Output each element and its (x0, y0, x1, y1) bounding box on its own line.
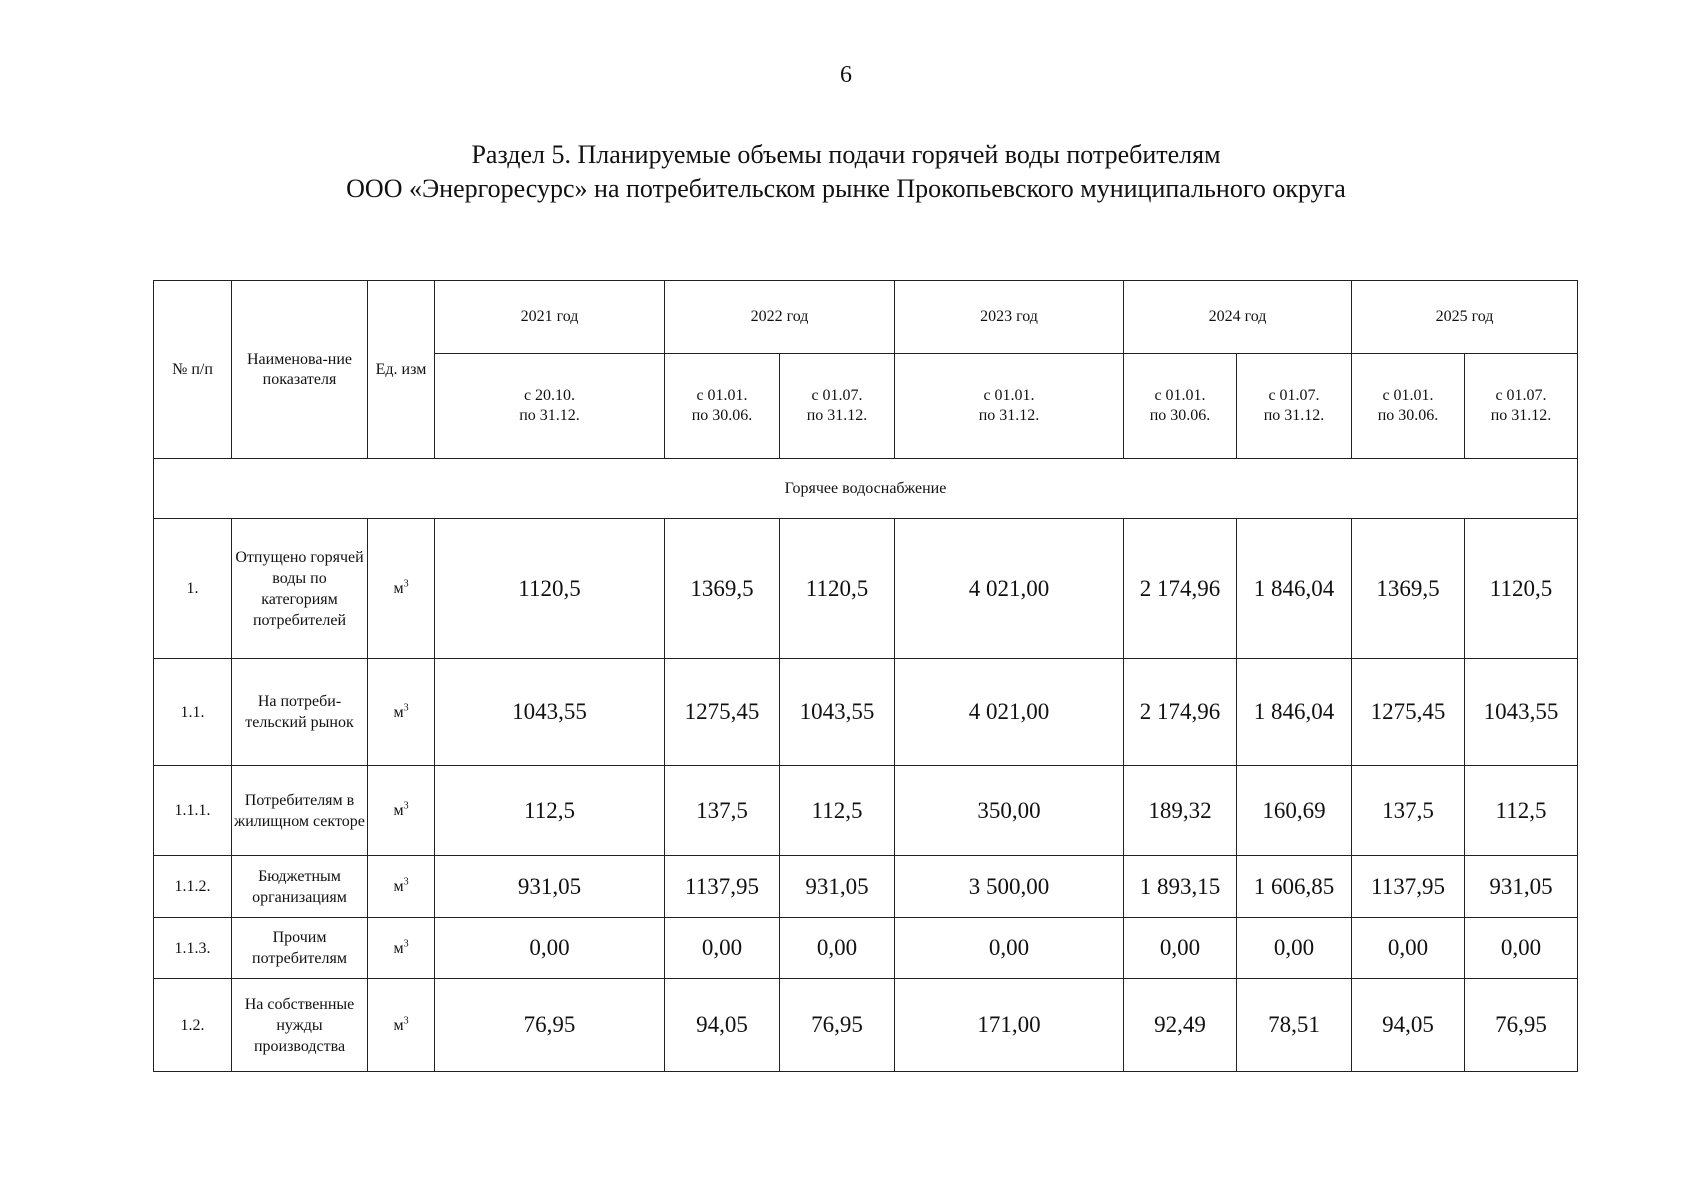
period-from: с 01.07. (811, 387, 863, 404)
row-indicator-name: Прочим потребителям (232, 918, 368, 979)
header-year-2021: 2021 год (435, 281, 665, 354)
row-number: 1.1. (154, 659, 232, 766)
header-period (1465, 354, 1578, 459)
row-unit (368, 979, 435, 1072)
value-cell: 92,49 (1124, 979, 1237, 1072)
section-title: Горячее водоснабжение (154, 459, 1578, 519)
row-indicator-name: Бюджетным организациям (232, 856, 368, 918)
row-unit (368, 659, 435, 766)
value-cell: 1369,5 (665, 519, 780, 659)
period-from: с 01.07. (1495, 387, 1547, 404)
period-to: по 30.06. (1377, 407, 1439, 424)
unit-base: м (393, 802, 404, 819)
value-cell: 931,05 (1465, 856, 1578, 918)
table-row (154, 979, 1578, 1072)
period-from: с 01.01. (1154, 387, 1206, 404)
value-cell: 1 846,04 (1237, 519, 1352, 659)
unit-superscript: 3 (403, 938, 409, 950)
unit-superscript: 3 (403, 800, 409, 812)
header-year-2024: 2024 год (1124, 281, 1352, 354)
value-cell: 0,00 (1124, 918, 1237, 979)
row-indicator-name: Отпущено горячей воды по категориям потребителей (232, 519, 368, 659)
header-period (1237, 354, 1352, 459)
value-cell: 137,5 (1352, 766, 1465, 856)
table-row (154, 856, 1578, 918)
value-cell: 350,00 (895, 766, 1124, 856)
value-cell: 160,69 (1237, 766, 1352, 856)
value-cell: 112,5 (1465, 766, 1578, 856)
value-cell: 1 846,04 (1237, 659, 1352, 766)
table-row (154, 918, 1578, 979)
value-cell: 78,51 (1237, 979, 1352, 1072)
unit-superscript: 3 (403, 876, 409, 888)
unit-superscript: 3 (403, 702, 409, 714)
period-to: по 31.12. (978, 407, 1040, 424)
value-cell: 931,05 (435, 856, 665, 918)
header-period (895, 354, 1124, 459)
table-row (154, 519, 1578, 659)
period-to: по 31.12. (519, 407, 580, 424)
period-from: с 01.01. (983, 387, 1035, 404)
header-period (1352, 354, 1465, 459)
period-from: с 01.01. (696, 387, 748, 404)
value-cell: 1275,45 (665, 659, 780, 766)
header-unit: Ед. изм (368, 281, 435, 459)
period-to: по 30.06. (691, 407, 753, 424)
period-to: по 31.12. (1490, 407, 1552, 424)
row-number: 1.2. (154, 979, 232, 1072)
header-indicator-name: Наименова-ние показателя (232, 281, 368, 459)
value-cell: 1043,55 (1465, 659, 1578, 766)
title-line-1: Раздел 5. Планируемые объемы подачи горячей воды потребителям (471, 140, 1221, 169)
value-cell: 1120,5 (1465, 519, 1578, 659)
title-line-2: ООО «Энергоресурс» на потребительском рынке Прокопьевского муниципального округа (346, 174, 1346, 203)
period-to: по 31.12. (806, 407, 868, 424)
value-cell: 94,05 (665, 979, 780, 1072)
row-unit (368, 519, 435, 659)
value-cell: 1 606,85 (1237, 856, 1352, 918)
row-unit (368, 766, 435, 856)
row-number: 1.1.3. (154, 918, 232, 979)
unit-superscript: 3 (403, 1015, 409, 1027)
value-cell: 1 893,15 (1124, 856, 1237, 918)
value-cell: 1137,95 (665, 856, 780, 918)
unit-base: м (393, 878, 404, 895)
header-period (1124, 354, 1237, 459)
period-to: по 30.06. (1149, 407, 1211, 424)
value-cell: 112,5 (435, 766, 665, 856)
header-year-2022: 2022 год (665, 281, 895, 354)
header-period (435, 354, 665, 459)
value-cell: 0,00 (665, 918, 780, 979)
value-cell: 4 021,00 (895, 519, 1124, 659)
value-cell: 137,5 (665, 766, 780, 856)
unit-superscript: 3 (403, 578, 409, 590)
value-cell: 0,00 (1237, 918, 1352, 979)
row-number: 1.1.2. (154, 856, 232, 918)
period-from: с 20.10. (523, 387, 576, 404)
section-row (154, 459, 1578, 519)
value-cell: 1137,95 (1352, 856, 1465, 918)
value-cell: 1120,5 (435, 519, 665, 659)
header-period (665, 354, 780, 459)
unit-base: м (393, 939, 404, 957)
value-cell: 76,95 (1465, 979, 1578, 1072)
unit-base: м (393, 580, 404, 597)
value-cell: 1275,45 (1352, 659, 1465, 766)
value-cell: 0,00 (435, 918, 665, 979)
value-cell: 0,00 (1465, 918, 1578, 979)
period-from: с 01.07. (1268, 387, 1320, 404)
period-from: с 01.01. (1382, 387, 1434, 404)
page-number: 6 (840, 62, 852, 88)
header-row-years (154, 281, 1578, 354)
row-number: 1.1.1. (154, 766, 232, 856)
value-cell: 1369,5 (1352, 519, 1465, 659)
row-unit (368, 856, 435, 918)
row-indicator-name: На потреби-тельский рынок (232, 659, 368, 766)
unit-base: м (393, 1016, 404, 1034)
table-row (154, 659, 1578, 766)
value-cell: 4 021,00 (895, 659, 1124, 766)
value-cell: 0,00 (780, 918, 895, 979)
value-cell: 1043,55 (435, 659, 665, 766)
document-title (0, 138, 1692, 206)
header-num: № п/п (154, 281, 232, 459)
value-cell: 1043,55 (780, 659, 895, 766)
value-cell: 0,00 (895, 918, 1124, 979)
value-cell: 3 500,00 (895, 856, 1124, 918)
hot-water-volume-table (153, 280, 1578, 1072)
value-cell: 2 174,96 (1124, 659, 1237, 766)
row-unit (368, 918, 435, 979)
period-to: по 31.12. (1263, 407, 1325, 424)
header-year-2025: 2025 год (1352, 281, 1578, 354)
value-cell: 94,05 (1352, 979, 1465, 1072)
header-period (780, 354, 895, 459)
row-number: 1. (154, 519, 232, 659)
row-indicator-name: Потребителям в жилищном секторе (232, 766, 368, 856)
value-cell: 171,00 (895, 979, 1124, 1072)
value-cell: 112,5 (780, 766, 895, 856)
header-year-2023: 2023 год (895, 281, 1124, 354)
unit-base: м (393, 703, 404, 721)
value-cell: 189,32 (1124, 766, 1237, 856)
row-indicator-name: На собственные нужды производства (232, 979, 368, 1072)
value-cell: 1120,5 (780, 519, 895, 659)
value-cell: 76,95 (780, 979, 895, 1072)
value-cell: 2 174,96 (1124, 519, 1237, 659)
value-cell: 76,95 (435, 979, 665, 1072)
value-cell: 931,05 (780, 856, 895, 918)
table-row (154, 766, 1578, 856)
value-cell: 0,00 (1352, 918, 1465, 979)
